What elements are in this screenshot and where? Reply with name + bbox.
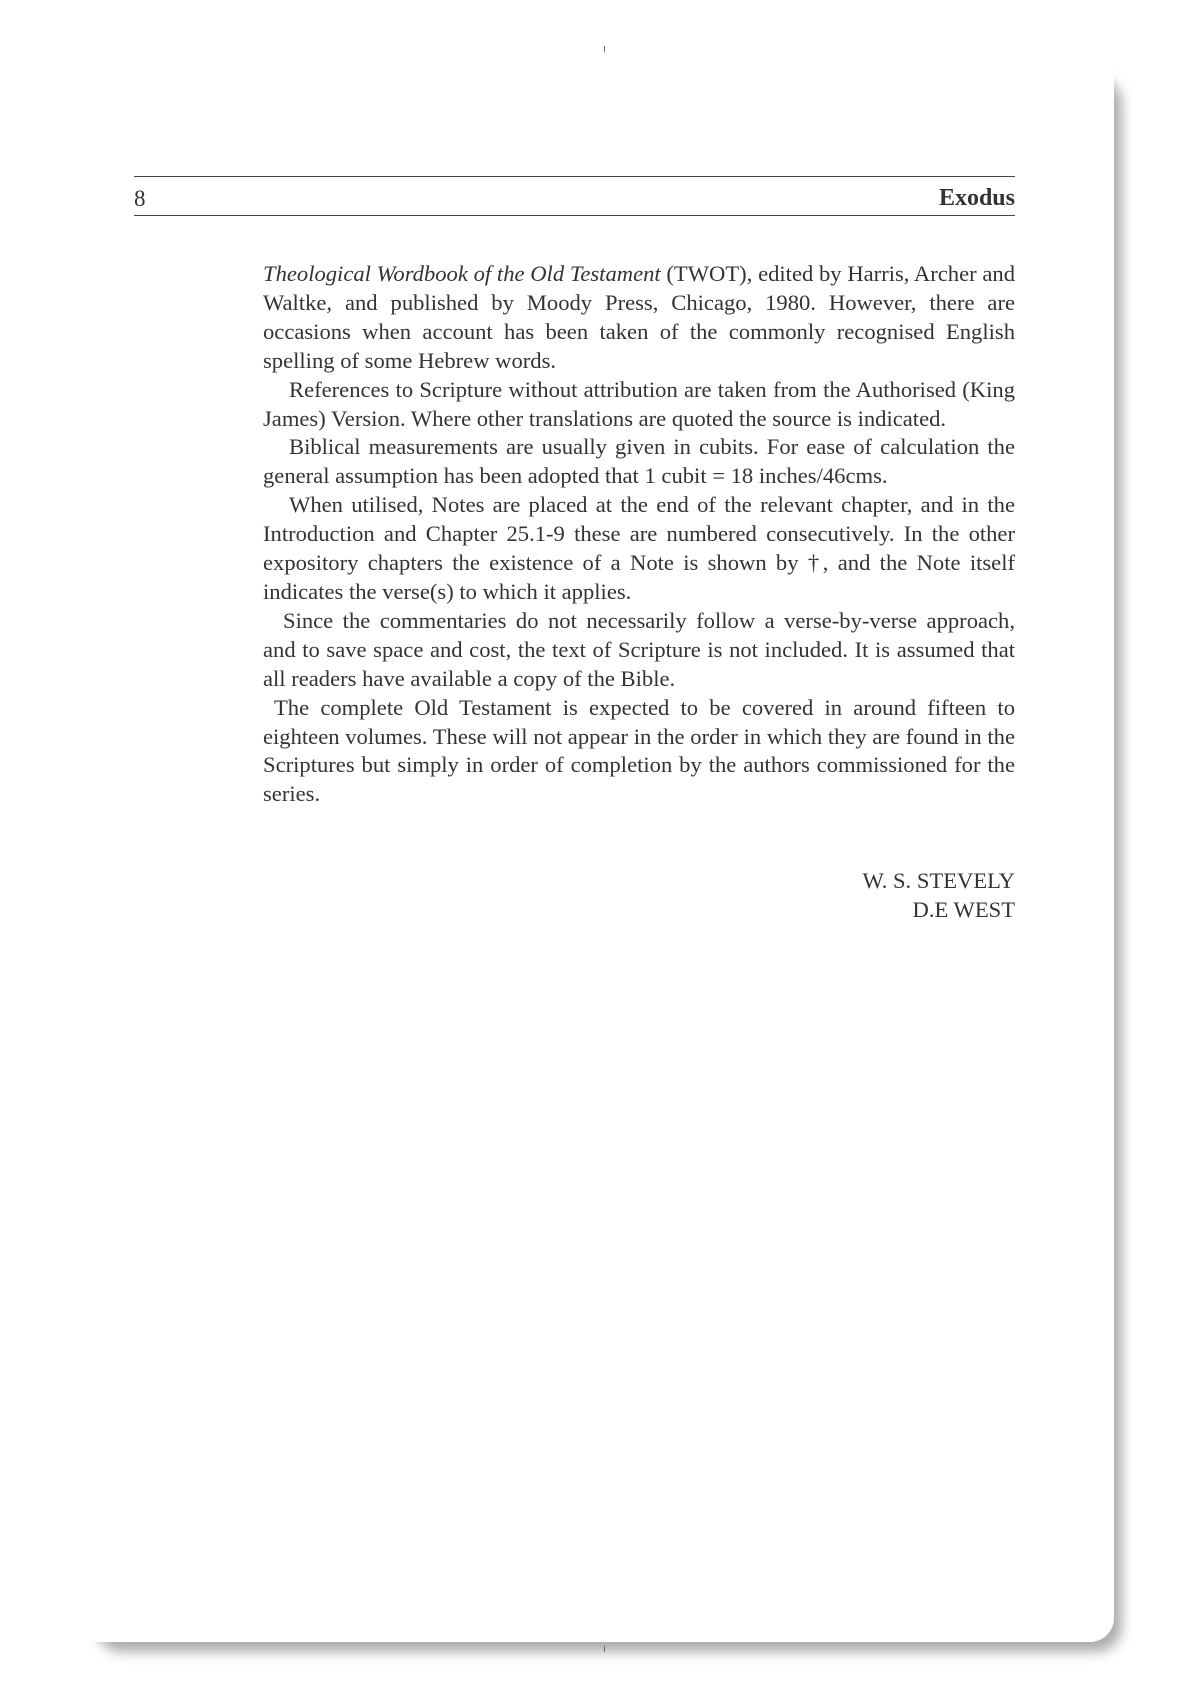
signatures	[600, 866, 1015, 924]
paragraph-1-italic-title: Theological Wordbook of the Old Testament	[263, 261, 661, 286]
paragraph-2: References to Scripture without attribution are taken from the Authorised (King James) Version. Where other translations are quoted the source is indicated.	[263, 376, 1015, 431]
body-text	[263, 260, 1015, 809]
paragraph-3: Biblical measurements are usually given in cubits. For ease of calculation the general assumption has been adopted that 1 cubit = 18 inches/46cms.	[263, 434, 1015, 489]
paragraph-1-text: (TWOT), edited by Harris, Archer and Waltke, and published by Moody Press, Chicago, 1980. However, there are occasions when account has been taken of the commonly recognised English spelling of some Hebrew words.	[263, 261, 1015, 373]
paragraph-6: The complete Old Testament is expected to be covered in around fifteen to eighteen volumes. These will not appear in the order in which they are found in the Scriptures but simply in order of completion by the authors commissioned for the series.	[263, 694, 1015, 807]
paragraph-5: Since the commentaries do not necessarily follow a verse-by-verse approach, and to save space and cost, the text of Scripture is not included. It is assumed that all readers have available a copy of the Bible.	[263, 607, 1015, 691]
signatory-1: W. S. STEVELY	[862, 868, 1015, 893]
book-title: Exodus	[938, 185, 1015, 211]
paragraph-4: When utilised, Notes are placed at the end of the relevant chapter, and in the Introduction and Chapter 25.1-9 these are numbered consecutively. In the other expository chapters the existence of a Note is shown by †, and the Note itself indicates the verse(s) to which it applies.	[263, 492, 1015, 604]
page-number: 8	[134, 186, 146, 211]
bottom-crop-mark	[604, 1646, 605, 1652]
signatory-2: D.E WEST	[912, 897, 1015, 922]
paragraph-1	[263, 260, 1015, 376]
top-crop-mark	[604, 46, 605, 52]
running-head	[134, 176, 1015, 216]
